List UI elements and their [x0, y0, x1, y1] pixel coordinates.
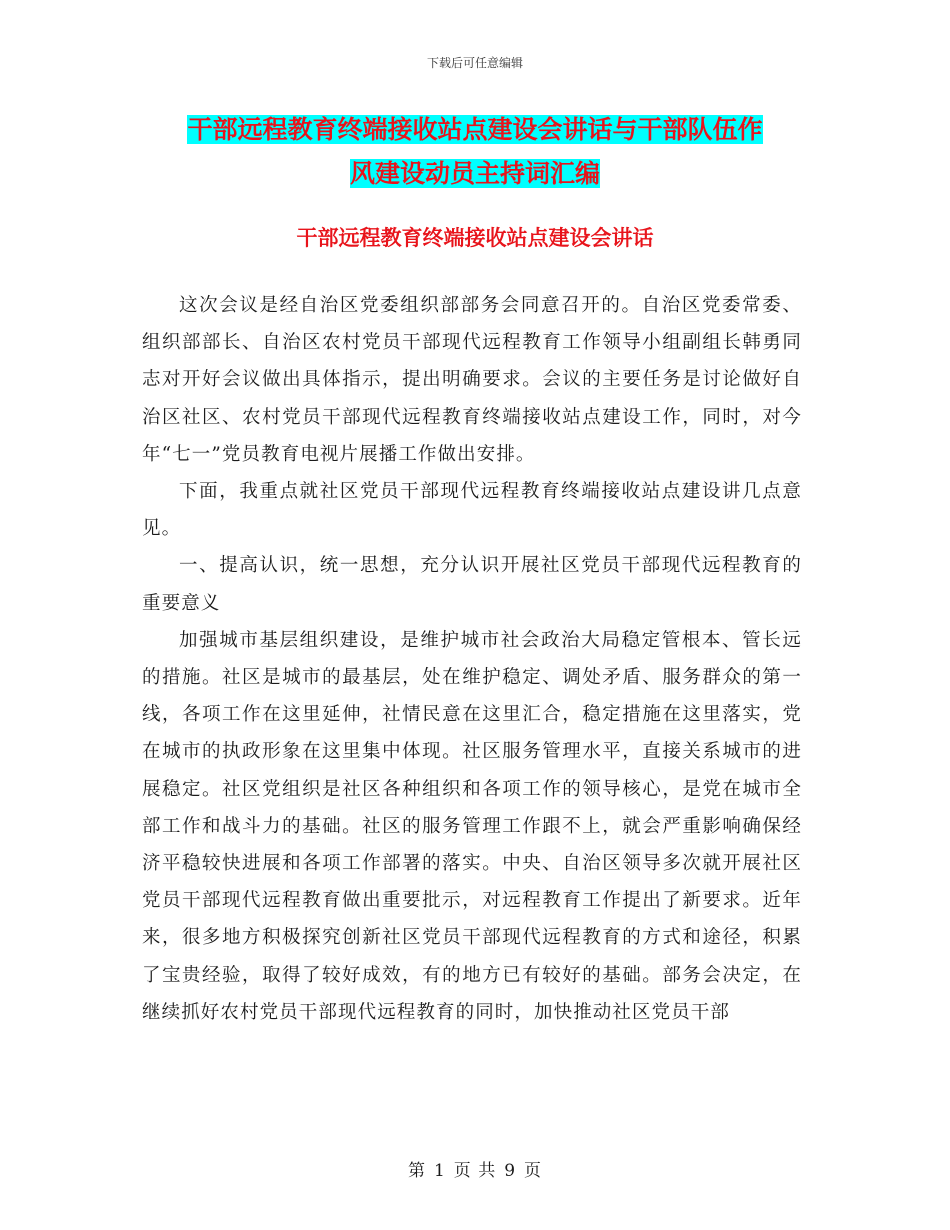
document-body — [142, 287, 802, 1031]
title-line-2: 风建设动员主持词汇编 — [349, 159, 600, 188]
paragraph: 这次会议是经自治区党委组织部部务会同意召开的。自治区党委常委、组织部部长、自治区农村党员干部现代远程教育工作领导小组副组长韩勇同志对开好会议做出具体指示，提出明确要求。会议的主要任务是讨论做好自治区社区、农村党员干部现代远程教育终端接收站点建设工作，同时，对今年“七一”党员教育电视片展播工作做出安排。 — [142, 295, 802, 465]
section-heading: 一、提高认识，统一思想，充分认识开展社区党员干部现代远程教育的重要意义 — [142, 555, 802, 614]
title-line-1: 干部远程教育终端接收站点建设会讲话与干部队伍作 — [187, 115, 763, 144]
page-suffix: 页 — [524, 1161, 543, 1181]
page-footer — [0, 1156, 950, 1181]
document-subtitle: 干部远程教育终端接收站点建设会讲话 — [296, 226, 654, 250]
document-title — [140, 108, 810, 196]
paragraph: 下面，我重点就社区党员干部现代远程教育终端接收站点建设讲几点意见。 — [142, 481, 802, 540]
page-prefix: 第 — [407, 1161, 426, 1181]
page-mid: 页 共 — [453, 1161, 497, 1181]
page-current: 1 — [433, 1161, 446, 1181]
paragraph: 加强城市基层组织建设，是维护城市社会政治大局稳定管根本、管长远的措施。社区是城市的最基层，处在维护稳定、调处矛盾、服务群众的第一线，各项工作在这里延伸，社情民意在这里汇合，稳定措施在这里落实，党在城市的执政形象在这里集中体现。社区服务管理水平，直接关系城市的进展稳定。社区党组织是社区各种组织和各项工作的领导核心，是党在城市全部工作和战斗力的基础。社区的服务管理工作跟不上，就会严重影响确保经济平稳较快进展和各项工作部署的落实。中央、自治区领导多次就开展社区党员干部现代远程教育做出重要批示，对远程教育工作提出了新要求。近年来，很多地方积极探究创新社区党员干部现代远程教育的方式和途径，积累了宝贵经验，取得了较好成效，有的地方已有较好的基础。部务会决定，在继续抓好农村党员干部现代远程教育的同时，加快推动社区党员干部 — [142, 629, 802, 1023]
page-total: 9 — [504, 1161, 517, 1181]
header-note: 下载后可任意编辑 — [426, 56, 523, 70]
